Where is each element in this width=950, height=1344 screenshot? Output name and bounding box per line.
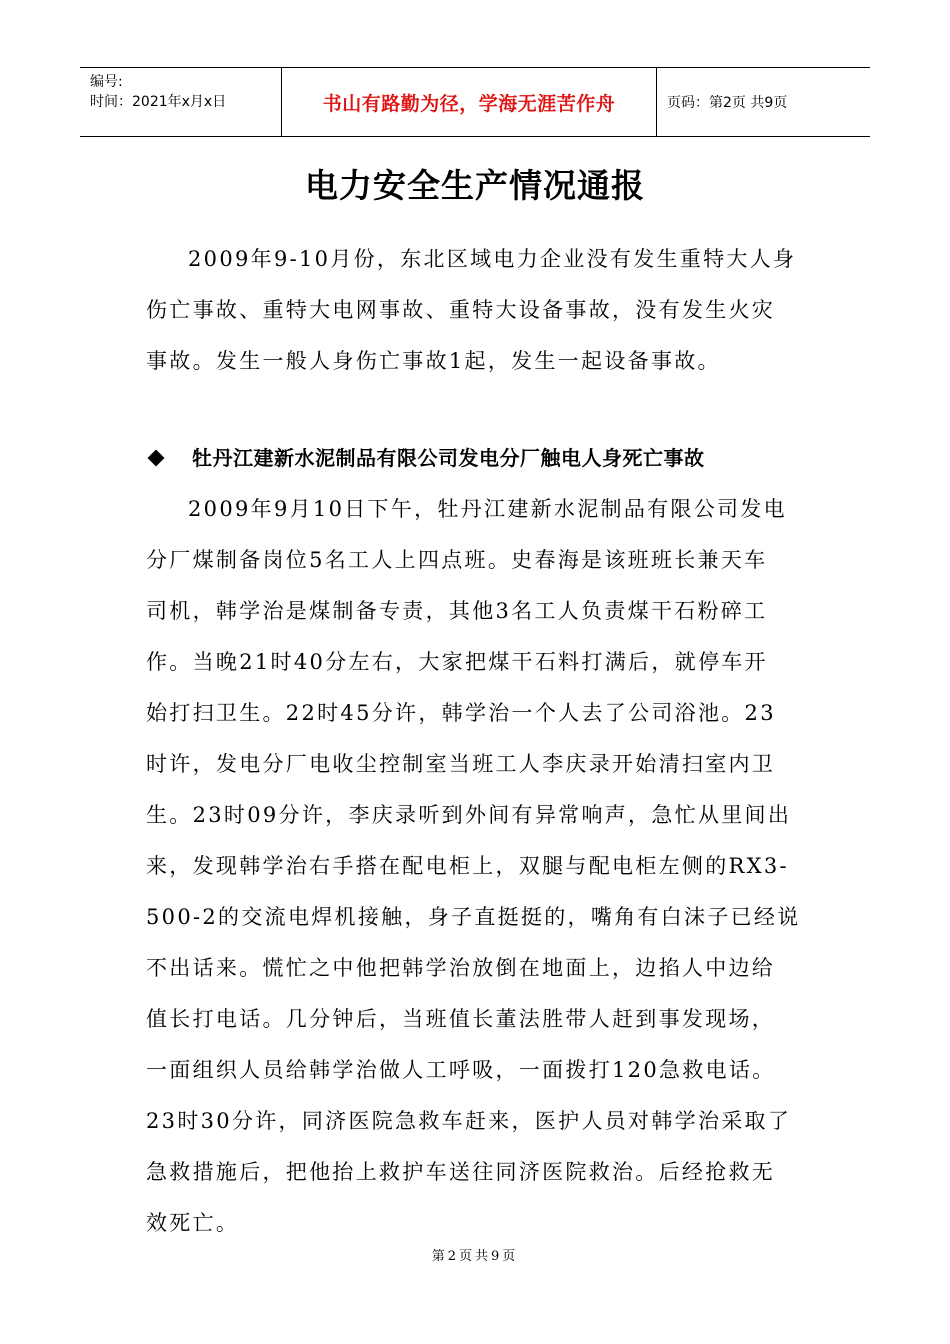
document-time-label: 时间：2021年x月x日 bbox=[90, 94, 227, 110]
body-line: 2009年9月10日下午，牡丹江建新水泥制品有限公司发电 bbox=[188, 497, 787, 521]
body-line: 效死亡。 bbox=[146, 1211, 240, 1235]
body-line: 值长打电话。几分钟后，当班值长董法胜带人赶到事发现场， bbox=[146, 1007, 776, 1031]
body-line: 不出话来。慌忙之中他把韩学治放倒在地面上，边掐人中边给 bbox=[146, 956, 776, 980]
body-line: 来，发现韩学治右手搭在配电柜上，双腿与配电柜左侧的RX3- bbox=[146, 854, 789, 878]
intro-line: 伤亡事故、重特大电网事故、重特大设备事故，没有发生火灾 bbox=[146, 298, 776, 322]
intro-line: 事故。发生一般人身伤亡事故1起，发生一起设备事故。 bbox=[146, 349, 721, 373]
body-line: 作。当晚21时40分左右，大家把煤干石料打满后，就停车开 bbox=[146, 650, 768, 674]
body-line: 急救措施后，把他抬上救护车送往同济医院救治。后经抢救无 bbox=[146, 1160, 776, 1184]
header-motto: 书山有路勤为径，学海无涯苦作舟 bbox=[282, 68, 657, 136]
body-line: 始打扫卫生。22时45分许，韩学治一个人去了公司浴池。23 bbox=[146, 701, 776, 725]
header-table bbox=[80, 67, 870, 137]
body-line: 500-2的交流电焊机接触，身子直挺挺的，嘴角有白沫子已经说 bbox=[146, 905, 801, 929]
header-meta-cell bbox=[80, 68, 282, 136]
body-line: 生。23时09分许，李庆录听到外间有异常响声，急忙从里间出 bbox=[146, 803, 792, 827]
body-line: 23时30分许，同济医院急救车赶来，医护人员对韩学治采取了 bbox=[146, 1109, 792, 1133]
body-line: 分厂煤制备岗位5名工人上四点班。史春海是该班班长兼天车 bbox=[146, 548, 768, 572]
intro-paragraph bbox=[146, 234, 816, 387]
document-title: 电力安全生产情况通报 bbox=[305, 166, 645, 205]
diamond-bullet-icon bbox=[148, 449, 165, 466]
section-heading bbox=[146, 442, 705, 471]
intro-line: 2009年9-10月份，东北区域电力企业没有发生重特大人身 bbox=[188, 247, 797, 271]
document-number-label: 编号: bbox=[90, 74, 123, 90]
body-line: 一面组织人员给韩学治做人工呼吸，一面拨打120急救电话。 bbox=[146, 1058, 776, 1082]
page-footer: 第2页共9页 bbox=[431, 1249, 519, 1264]
body-line: 司机，韩学治是煤制备专责，其他3名工人负责煤干石粉碎工 bbox=[146, 599, 768, 623]
header-page-info: 页码：第2页 共9页 bbox=[667, 95, 788, 111]
body-paragraph bbox=[146, 484, 816, 1249]
section-heading-text: 牡丹江建新水泥制品有限公司发电分厂触电人身死亡事故 bbox=[192, 446, 705, 470]
body-line: 时许，发电分厂电收尘控制室当班工人李庆录开始清扫室内卫 bbox=[146, 752, 776, 776]
